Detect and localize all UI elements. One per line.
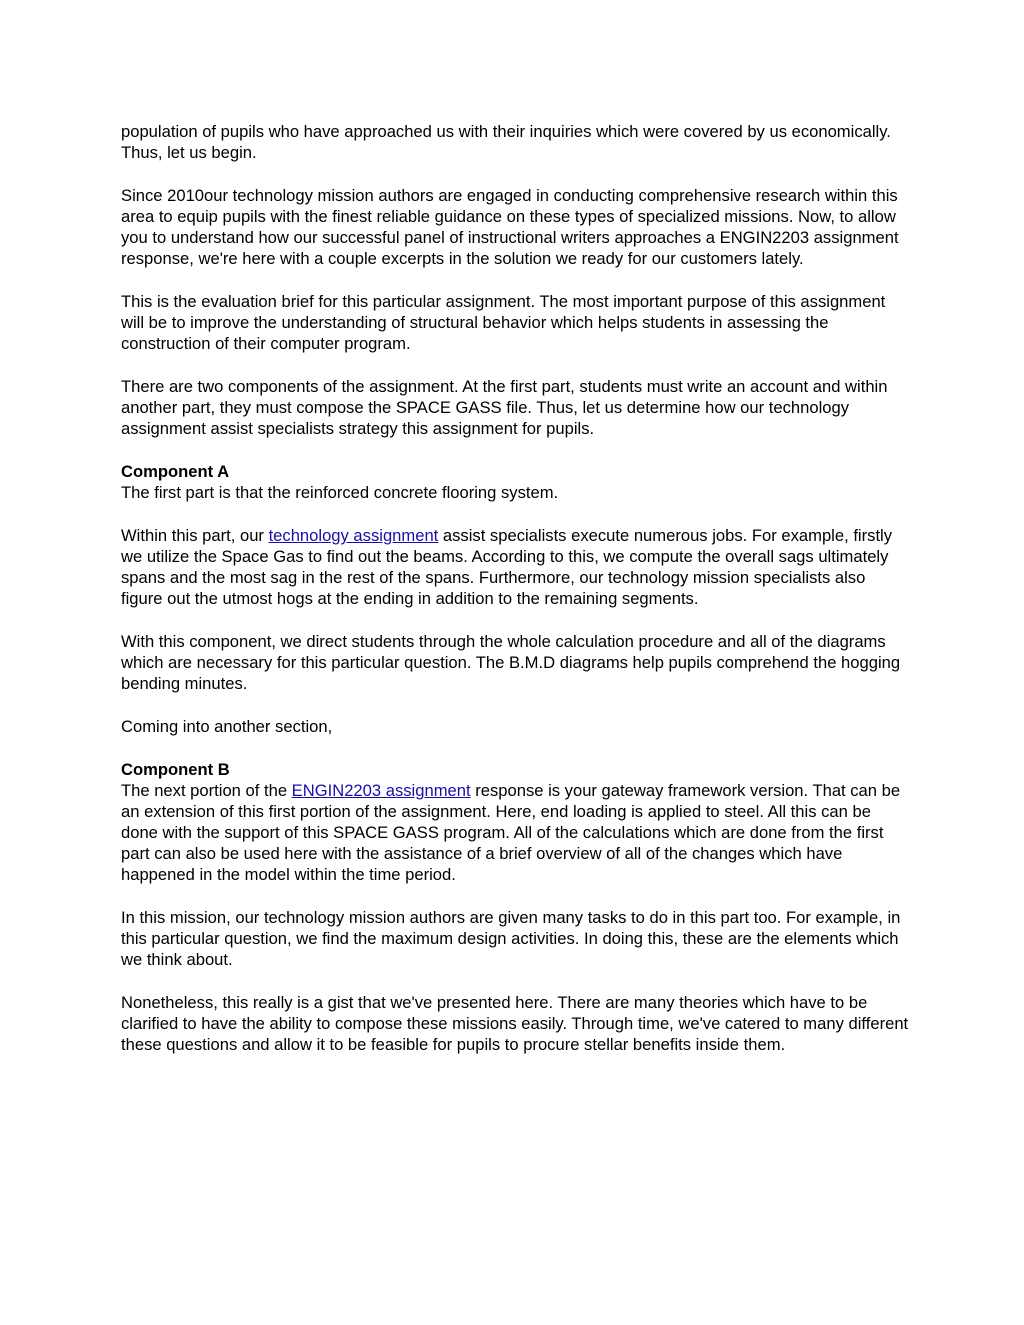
- paragraph-another-section: Coming into another section,: [121, 717, 333, 736]
- paragraph-evaluation-brief: This is the evaluation brief for this particular assignment. The most important purpose of this assignment will be to improve the understanding of structural behavior which helps students in assessing the construction of their computer program.: [121, 292, 886, 353]
- component-a-text-after-link: assist specialists execute numerous jobs. For example, firstly we utilize the Space Gas to find out the beams. According to this, we compute the overall sags ultimately spans and the most sag in the rest of the spans. Furthermore, our technology mission specialists also figure out the utmost hogs at the ending in addition to the remaining segments.: [121, 526, 893, 608]
- component-b-heading: Component B: [121, 760, 230, 779]
- technology-assignment-link[interactable]: technology assignment: [268, 526, 439, 545]
- paragraph-component-a-calculation: With this component, we direct students through the whole calculation procedure and all of the diagrams which are necessary for this particular question. The B.M.D diagrams help pupils comprehend the hogging bending minutes.: [121, 632, 901, 693]
- paragraph-since-2010: Since 2010our technology mission authors are engaged in conducting comprehensive research within this area to equip pupils with the finest reliable guidance on these types of specialized missions. Now, to allow you to understand how our successful panel of instructional writers approaches a ENGIN2203 assignment response, we're here with a couple excerpts in the solution we ready for our customers lately.: [121, 186, 899, 268]
- component-b-text-before-link: The next portion of the: [121, 781, 292, 800]
- paragraph-conclusion: Nonetheless, this really is a gist that we've presented here. There are many theories which have to be clarified to have the ability to compose these missions easily. Through time, we've catered to many different these questions and allow it to be feasible for pupils to procure stellar benefits inside them.: [121, 993, 909, 1054]
- component-a-heading: Component A: [121, 462, 230, 481]
- component-a-intro: The first part is that the reinforced concrete flooring system.: [121, 483, 559, 502]
- component-a-text-before-link: Within this part, our: [121, 526, 269, 545]
- paragraph-intro: population of pupils who have approached us with their inquiries which were covered by us economically. Thus, let us begin.: [121, 122, 891, 162]
- document-page: [121, 121, 911, 1077]
- paragraph-component-a-jobs: [121, 525, 911, 609]
- component-b-text-after-link: response is your gateway framework version. That can be an extension of this first portion of the assignment. Here, end loading is applied to steel. All this can be done with the support of this SPACE GASS program. All of the calculations which are done from the first part can also be used here with the assistance of a brief overview of all of the changes which have happened in the model within the time period.: [121, 781, 901, 884]
- component-a-block: [121, 461, 911, 503]
- paragraph-component-b-tasks: In this mission, our technology mission authors are given many tasks to do in this part too. For example, in this particular question, we find the maximum design activities. In doing this, these are the elements which we think about.: [121, 908, 901, 969]
- engin2203-assignment-link[interactable]: ENGIN2203 assignment: [291, 781, 471, 800]
- component-b-block: [121, 759, 911, 885]
- paragraph-two-components: There are two components of the assignment. At the first part, students must write an account and within another part, they must compose the SPACE GASS file. Thus, let us determine how our technology assignment assist specialists strategy this assignment for pupils.: [121, 377, 888, 438]
